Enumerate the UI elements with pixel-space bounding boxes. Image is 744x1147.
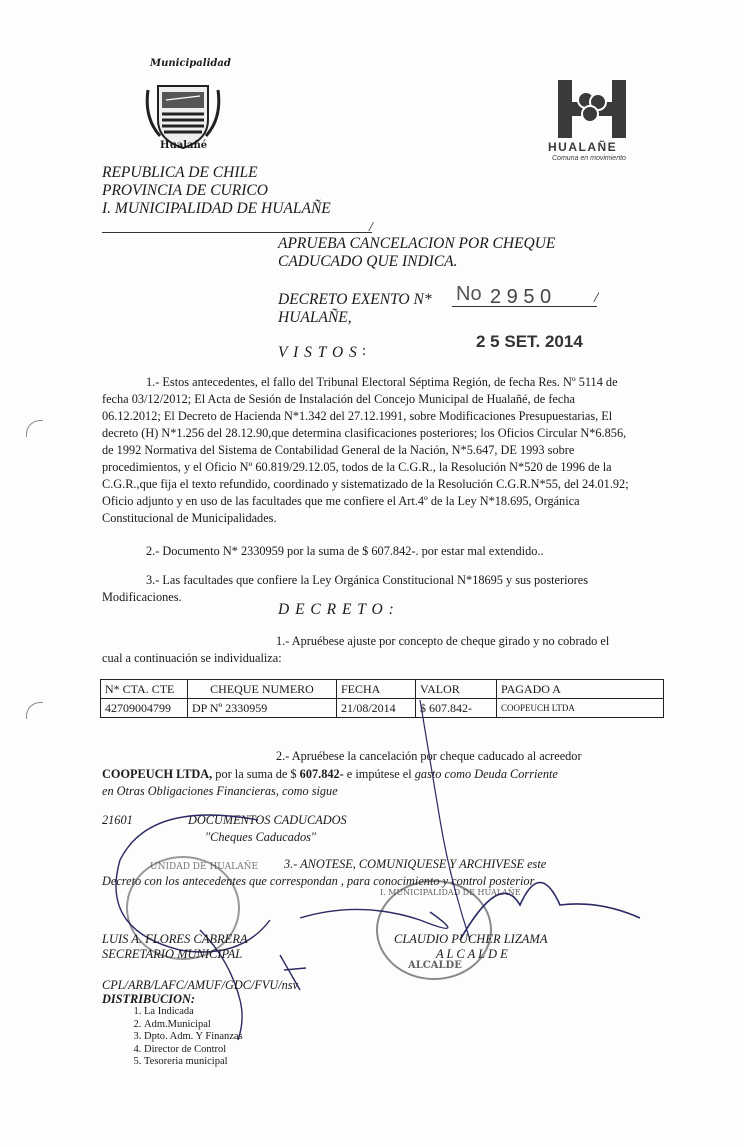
list-item: 5. Tesoreria municipal (144, 1056, 243, 1069)
decreto-item-2-lead: 2.- Apruébese la cancelación por cheque caducado al acreedor (276, 749, 582, 763)
right-signer-title: A L C A L D E (436, 947, 508, 961)
decree-number-slash: / (594, 290, 599, 306)
subject-line-1: APRUEBA CANCELACION POR CHEQUE (278, 235, 556, 252)
list-item: 1. La Indicada (144, 1006, 243, 1019)
decreto-item-3-line-2: Decreto con los antecedentes que correspondan , para conocimiento y control posterior. (102, 874, 537, 888)
right-seal-bottom-text: ALCALDE (408, 960, 462, 971)
header-republic: REPUBLICA DE CHILE (102, 164, 258, 181)
table-cell: 42709004799 (101, 699, 188, 718)
account-name: DOCUMENTOS CADUCADOS (188, 813, 347, 827)
right-signer-name: CLAUDIO PUCHER LIZAMA (394, 932, 548, 946)
header-province: PROVINCIA DE CURICO (102, 182, 268, 199)
logo-name: HUALAÑE (548, 140, 618, 154)
list-item: 3. Dpto. Adm. Y Finanzas (144, 1031, 243, 1044)
distribution-heading: DISTRIBUCION: (102, 992, 195, 1006)
account-code: 21601 (102, 813, 133, 827)
table-cell: DP Nº 2330959 (188, 699, 337, 718)
left-seal-text: UNIDAD DE HUALAÑE (150, 862, 259, 872)
list-item: 4. Director de Control (144, 1044, 243, 1057)
creditor-name: COOPEUCH LTDA, (102, 767, 213, 781)
table-header-cell: FECHA (337, 680, 416, 699)
vistos-paragraph-3: 3.- Las facultades que confiere la Ley Orgánica Constitucional N*18695 y sus posteriores Modificaciones. (102, 573, 588, 604)
list-item: 2. Adm.Municipal (144, 1019, 243, 1032)
vistos-colon: : (362, 343, 367, 359)
item-2-amount: 607.842- (299, 767, 344, 781)
left-signer-name: LUIS A. FLORES CABRERA (102, 932, 248, 946)
crest-bottom-text: Hualañé (160, 140, 208, 151)
item-2-tail-italic: gasto como Deuda Corriente (414, 767, 558, 781)
item-2-tail: e impútese el (343, 767, 415, 781)
item-2-mid: por la suma de $ (212, 767, 300, 781)
header-municipality: I. MUNICIPALIDAD DE HUALAÑE (102, 200, 331, 217)
decree-number: 2 9 5 0 (490, 286, 552, 308)
footer-initials: CPL/ARB/LAFC/AMUF/GDC/FVU/nsv (102, 978, 299, 992)
account-sub: "Cheques Caducados" (205, 830, 317, 844)
header-rule-slash: / (369, 220, 373, 235)
decree-label: DECRETO EXENTO N* (278, 291, 432, 308)
decree-date: 2 5 SET. 2014 (476, 332, 583, 351)
table-header-cell: VALOR (416, 680, 497, 699)
table-header-cell: CHEQUE NUMERO (188, 680, 337, 699)
vistos-paragraph-1: 1.- Estos antecedentes, el fallo del Tribunal Electoral Séptima Región, de fecha Res. Nº 5114 de fecha 03/12/2012; El Acta de Sesión de Instalación del Concejo Municipal de Hualañé, de fecha 06.12.2012; El Decreto de Hacienda N*1.342 del 27.12.1991, sobre Modificaciones Presupuestarias, El decreto (H) N*1.256 del 28.12.90,que determina clasificaciones posteriores; los Oficios Circular N*6.856, de 1992 Normativa del Sistema de Contabilidad General de la Nación, N*5.647, DE 1993 sobre procedimientos, y el Oficio Nº 60.819/29.12.05, todos de la C.G.R., la Resolución N*520 de 1996 de la C.G.R.,que fija el texto refundido, coordinado y sistematizado de la Resolución C.G.R.N*55, del 24.01.92; Oficio adjunto y en uso de las facultades que me confiere el Art.4º de la Ley N*18.695, Orgánica Constitucional de Municipalidades. (102, 375, 629, 525)
vistos-heading: V I S T O S (278, 344, 358, 361)
decree-number-prefix: No (456, 283, 482, 305)
table-header-cell: PAGADO A (497, 680, 664, 699)
subject-line-2: CADUCADO QUE INDICA. (278, 253, 458, 270)
left-signer-title: SECRETARIO MUNICIPAL (102, 947, 243, 961)
crest-top-text: Municipalidad (150, 58, 231, 69)
right-seal-text: I. MUNICIPALIDAD DE HUALAÑE (380, 888, 521, 897)
decreto-item-3-lead: 3.- ANOTESE, COMUNIQUESE Y ARCHIVESE este (284, 857, 547, 871)
decree-place: HUALAÑE, (278, 309, 352, 326)
table-header-cell: N* CTA. CTE (101, 680, 188, 699)
decreto-item-2-line-2: en Otras Obligaciones Financieras, como sigue (102, 784, 338, 798)
table-cell: COOPEUCH LTDA (497, 699, 664, 718)
decreto-heading: D E C R E T O : (278, 601, 395, 618)
table-cell: 21/08/2014 (337, 699, 416, 718)
decreto-item-1: 1.- Apruébese ajuste por concepto de cheque girado y no cobrado el cual a continuación se individualiza: (102, 634, 610, 665)
logo-tagline: Comuna en movimiento (552, 155, 626, 162)
distribution-list (102, 1006, 243, 1069)
vistos-paragraph-2: 2.- Documento N* 2330959 por la suma de $ 607.842-. por estar mal extendido.. (146, 544, 544, 558)
table-cell: $ 607.842- (416, 699, 497, 718)
